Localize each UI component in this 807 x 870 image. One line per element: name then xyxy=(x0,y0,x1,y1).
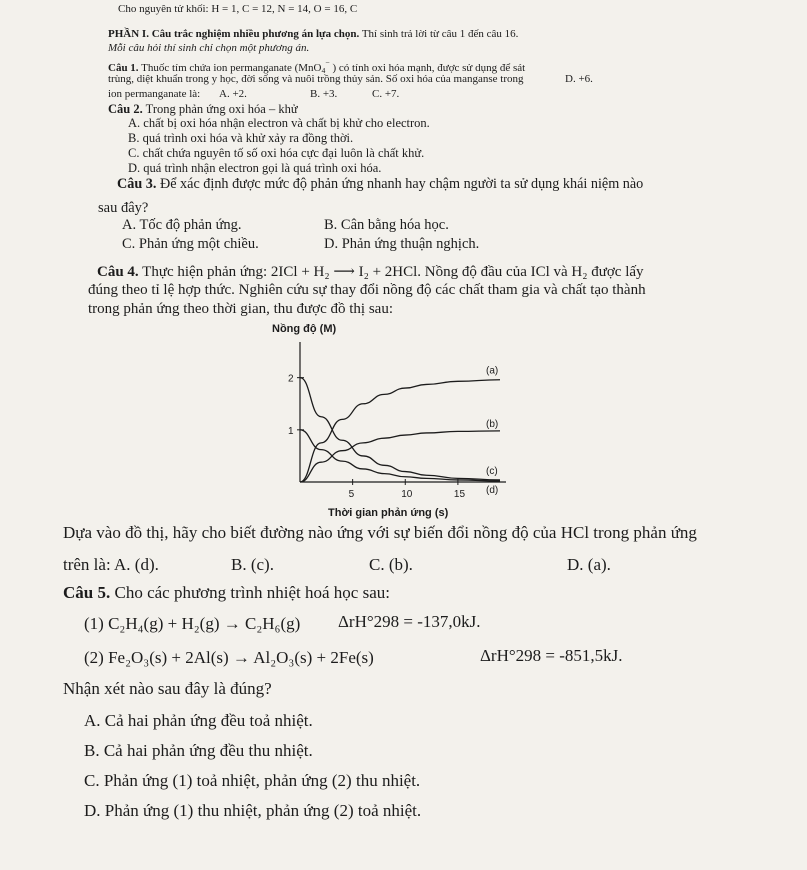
q4-option-b: B. (c). xyxy=(231,555,274,574)
q4-stem-2: đúng theo tỉ lệ hợp thức. Nghiên cứu sự thay đổi nồng độ các chất tham gia và chất tạo thành xyxy=(88,282,646,298)
q1-line2: trùng, diệt khuẩn trong y học, đời sống và nuôi trồng thủy sản. Số oxi hóa của manganse trong xyxy=(108,73,524,85)
chart-x-tick-label: 5 xyxy=(348,489,355,500)
q5-eq1: (1) C₂H₄(g) + H₂(g) → C₂H₆(g) xyxy=(84,614,301,633)
q5-stem-line xyxy=(63,583,390,603)
part-title-line xyxy=(108,28,518,40)
q5-eq1-enthalpy: ΔrH°298 = -137,0kJ. xyxy=(338,612,481,631)
q3-option-b: B. Cân bằng hóa học. xyxy=(324,217,449,233)
q4-question-2: trên là: xyxy=(63,555,111,574)
q1-option-d: D. +6. xyxy=(565,73,593,85)
chart-series-label: (b) xyxy=(486,418,499,430)
q4-stem-line xyxy=(97,262,644,281)
q5-question: Nhận xét nào sau đây là đúng? xyxy=(63,679,272,698)
chart-series-label: (a) xyxy=(486,365,499,377)
chart-y-tick-label: 2 xyxy=(288,373,294,385)
q4-option-c: C. (b). xyxy=(369,555,413,574)
q1-option-a: A. +2. xyxy=(219,88,247,100)
q2-stem: Trong phản ứng oxi hóa – khử xyxy=(145,102,298,116)
chart-y-tick-label: 1 xyxy=(288,425,294,437)
q4-question: Dựa vào đồ thị, hãy cho biết đường nào ứng với sự biến đổi nồng độ của HCl trong phản ứng xyxy=(63,523,697,542)
q5-eq2: (2) Fe₂O₃(s) + 2Al(s) → Al₂O₃(s) + 2Fe(s) xyxy=(84,648,374,667)
chart-y-axis-label: Nồng độ (M) xyxy=(272,323,337,335)
q2-stem-line xyxy=(108,102,298,117)
concentration-chart xyxy=(268,320,528,520)
q3-option-d: D. Phản ứng thuận nghịch. xyxy=(324,236,480,252)
q5-option-d: D. Phản ứng (1) thu nhiệt, phản ứng (2) toả nhiệt. xyxy=(84,801,422,820)
q5-option-a: A. Cả hai phản ứng đều toả nhiệt. xyxy=(84,711,313,730)
chart-x-tick-label: 10 xyxy=(401,489,413,500)
q3-option-a: A. Tốc độ phản ứng. xyxy=(122,217,242,233)
q3-stem-2: sau đây? xyxy=(98,200,149,216)
chart-series-label: (d) xyxy=(486,484,499,496)
chart-x-tick-label: 15 xyxy=(453,489,466,500)
q4-option-a: A. (d). xyxy=(114,555,159,574)
q3-label: Câu 3. xyxy=(117,176,157,192)
q4-option-d: D. (a). xyxy=(567,555,611,574)
part-title: PHẦN I. Câu trắc nghiệm nhiều phương án lựa chọn. xyxy=(108,28,360,40)
q1-option-c: C. +7. xyxy=(372,88,400,100)
q5-eq2-enthalpy: ΔrH°298 = -851,5kJ. xyxy=(480,646,623,665)
q1-label: Câu 1. xyxy=(108,62,139,74)
chart-series-line-4 xyxy=(300,430,500,481)
part-instruction: Thí sinh trả lời từ câu 1 đến câu 16. xyxy=(361,28,519,40)
q1-line3: ion permanganate là: xyxy=(108,88,201,100)
q4-stem-3: trong phản ứng theo thời gian, thu được đồ thị sau: xyxy=(88,301,394,317)
q3-stem-line xyxy=(117,176,643,193)
q2-option-b: B. quá trình oxi hóa và khử xảy ra đồng thời. xyxy=(128,131,354,145)
part-note: Mỗi câu hỏi thí sinh chỉ chọn một phương án. xyxy=(108,42,310,54)
q2-label: Câu 2. xyxy=(108,102,143,116)
q4-stem-a: Thực hiện phản ứng: xyxy=(142,264,268,280)
q4-equation: 2ICl + H₂ ⟶ I₂ + 2HCl. xyxy=(270,264,422,280)
q2-option-d: D. quá trình nhận electron gọi là quá trình oxi hóa. xyxy=(128,161,382,175)
chart-series-line-3 xyxy=(300,378,500,480)
chart-series-line-2 xyxy=(300,431,500,482)
q4-label: Câu 4. xyxy=(97,264,139,280)
q5-option-b: B. Cả hai phản ứng đều thu nhiệt. xyxy=(84,741,313,760)
q5-option-c: C. Phản ứng (1) toả nhiệt, phản ứng (2) thu nhiệt. xyxy=(84,771,421,790)
q1-text-a: Thuốc tím chứa ion permanganate ( xyxy=(141,62,299,74)
q4-stem-b: Nồng độ đầu của ICl và H₂ được lấy xyxy=(424,264,644,280)
q2-option-a: A. chất bị oxi hóa nhận electron và chất bị khử cho electron. xyxy=(128,116,430,130)
chart-x-axis-label: Thời gian phản ứng (s) xyxy=(328,507,449,519)
q3-stem: Để xác định được mức độ phản ứng nhanh hay chậm người ta sử dụng khái niệm nào xyxy=(159,176,644,192)
q5-label: Câu 5. xyxy=(63,583,111,602)
q3-option-c: C. Phản ứng một chiều. xyxy=(122,236,259,252)
q1-formula: MnO$_4$− xyxy=(298,58,330,75)
q1-option-b: B. +3. xyxy=(310,88,338,100)
q1-text-b: ) có tính oxi hóa mạnh, được sử dụng để sát xyxy=(332,62,526,74)
chart-lines xyxy=(300,366,500,496)
q5-stem: Cho các phương trình nhiệt hoá học sau: xyxy=(114,583,390,602)
chart-series-label: (c) xyxy=(486,465,498,477)
atomic-masses-line: Cho nguyên tử khối: H = 1, C = 12, N = 14, O = 16, C xyxy=(118,3,358,15)
q2-option-c: C. chất chứa nguyên tố số oxi hóa cực đại luôn là chất khử. xyxy=(128,146,425,160)
